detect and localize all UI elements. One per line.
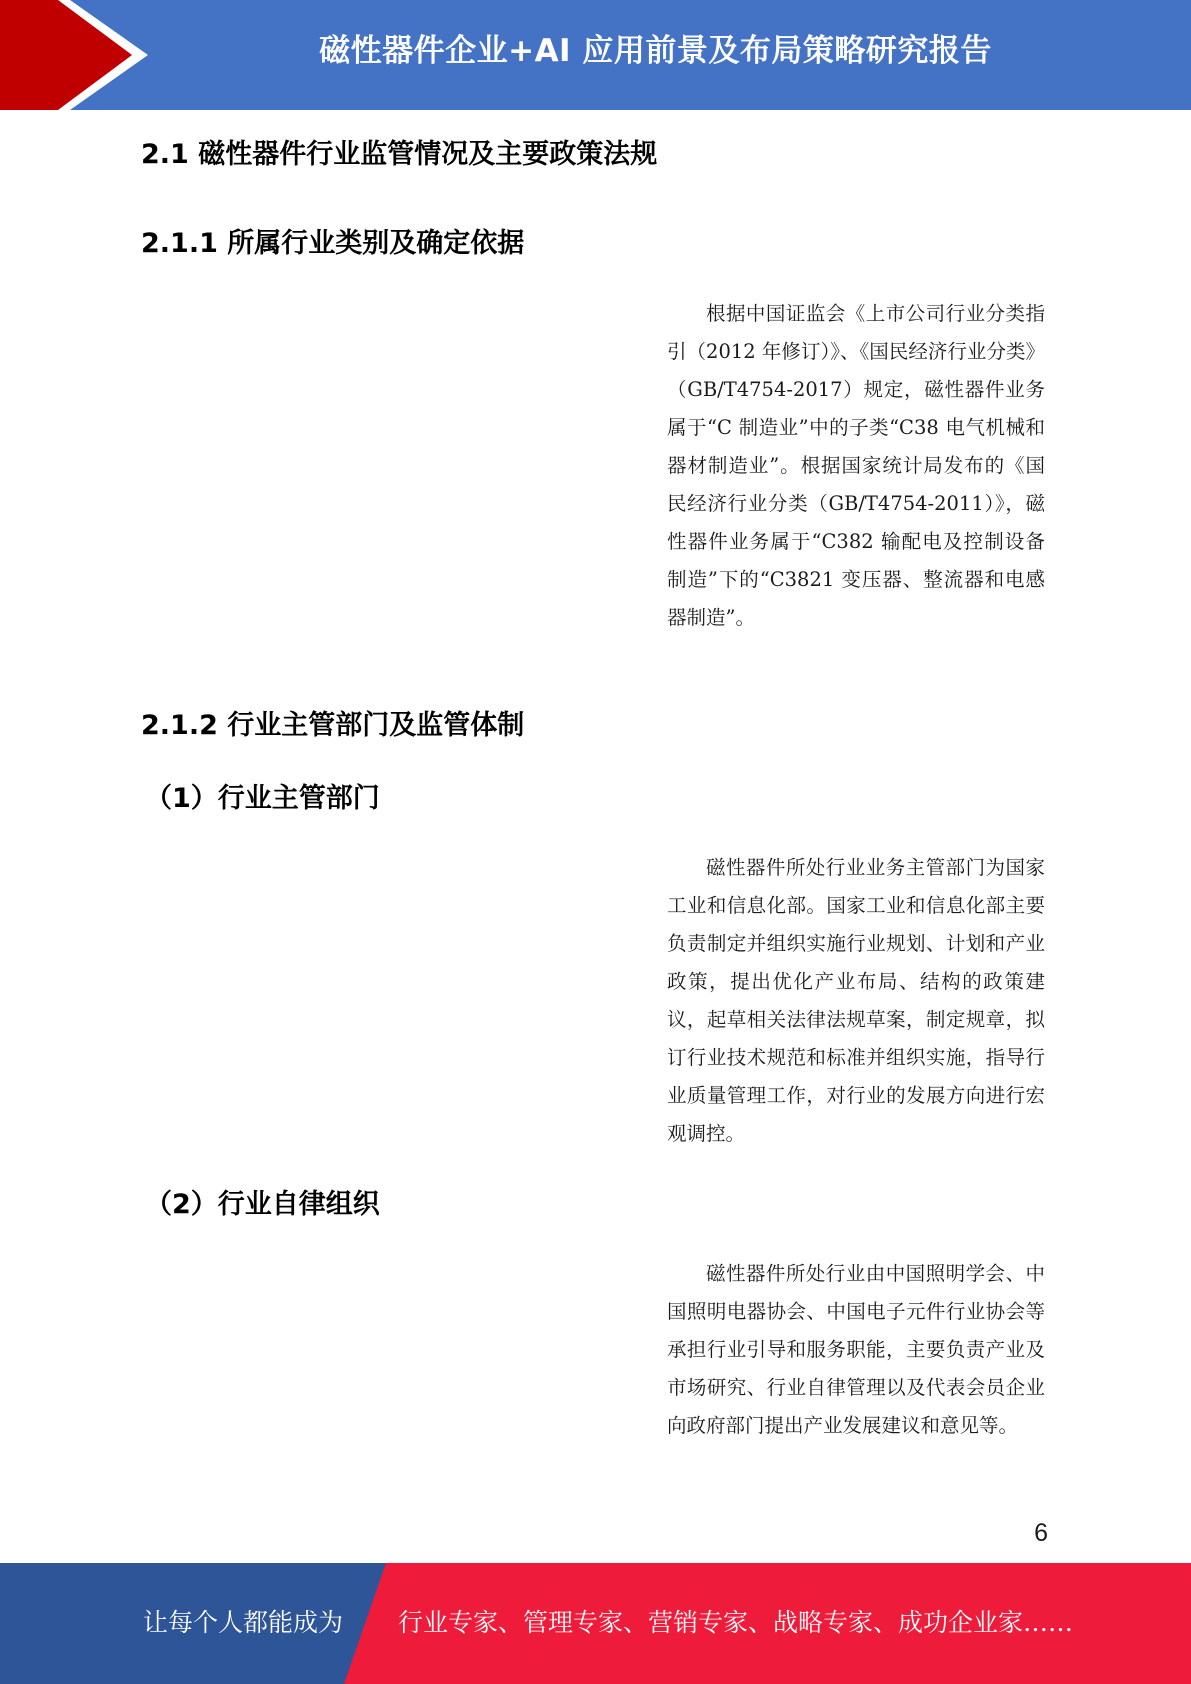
section-heading-2-1-1: 2.1.1 所属行业类别及确定依据 bbox=[141, 228, 525, 259]
header-chevron-icon bbox=[0, 0, 160, 110]
page-number: 6 bbox=[1034, 1519, 1048, 1547]
section-heading-2-1: 2.1 磁性器件行业监管情况及主要政策法规 bbox=[141, 139, 658, 170]
footer-banner bbox=[0, 1563, 1191, 1684]
header-banner bbox=[0, 0, 1191, 110]
paragraph-authority: 磁性器件所处行业业务主管部门为国家工业和信息化部。国家工业和信息化部主要负责制定并组织实施行业规划、计划和产业政策，提出优化产业布局、结构的政策建议，起草相关法律法规草案，制定规章，拟订行业技术规范和标准并组织实施，指导行业质量管理工作，对行业的发展方向进行宏观调控。 bbox=[667, 856, 1045, 1145]
paragraph-self-regulatory: 磁性器件所处行业由中国照明学会、中国照明电器协会、中国电子元件行业协会等承担行业引导和服务职能，主要负责产业及市场研究、行业自律管理以及代表会员企业向政府部门提出产业发展建议和意见等。 bbox=[667, 1262, 1045, 1437]
paragraph-industry-classification: 根据中国证监会《上市公司行业分类指引（2012 年修订）》、《国民经济行业分类》（GB/T4754-2017）规定，磁性器件业务属于“C 制造业”中的子类“C38 电气机械和器材制造业”。根据国家统计局发布的《国民经济行业分类（GB/T4754-2011）》，磁性器件业务属于“C382 输配电及控制设备制造”下的“C3821 变压器、整流器和电感器制造”。 bbox=[667, 302, 1045, 629]
footer-slogan-left: 让每个人都能成为 bbox=[143, 1608, 344, 1637]
report-title: 磁性器件企业+AI 应用前景及布局策略研究报告 bbox=[319, 33, 992, 69]
subheading-authority: （1）行业主管部门 bbox=[145, 783, 380, 814]
subheading-self-regulatory: （2）行业自律组织 bbox=[145, 1189, 380, 1220]
section-heading-2-1-2: 2.1.2 行业主管部门及监管体制 bbox=[141, 710, 525, 741]
footer-slogan-right: 行业专家、管理专家、营销专家、战略专家、成功企业家…… bbox=[398, 1608, 1074, 1637]
